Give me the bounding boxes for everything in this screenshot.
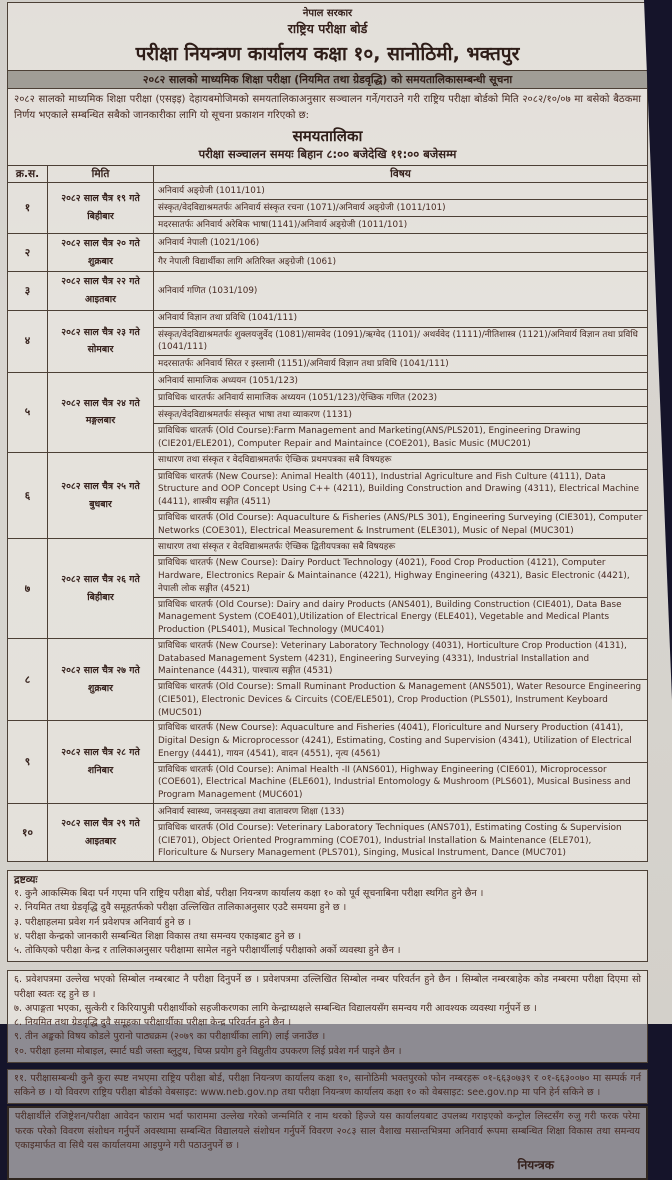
serial-number: ७ [8, 539, 48, 638]
exam-date-cell [48, 453, 154, 539]
subject-entry: प्राविधिक धारतर्फ (New Course): Animal Health (4011), Industrial Agriculture and Fish Culture (4111), Data Structure and OOP Concept Using C++ (4211), Building Construction and Drawing (4311), Electrical Machine (4411), शास्त्रीय सङ्गीत (4511) [154, 470, 647, 511]
exam-date: २०८२ साल चैत्र २६ गते [61, 573, 140, 585]
subjects-cell [154, 539, 647, 638]
subjects-cell [154, 311, 647, 373]
exam-date: २०८२ साल चैत्र २० गते [61, 238, 140, 249]
table-row [8, 721, 647, 804]
exam-date-cell [48, 234, 154, 271]
notes-title: द्रष्टव्यः [14, 874, 38, 887]
note-item: ९. तीन अङ्कको विषय कोडले पुरानो पाठ्यक्रम (२०७९ का परीक्षार्थीका लागि) लाई जनाउँछ । [14, 1031, 326, 1043]
subject-entry: गैर नेपाली विद्यार्थीका लागि अतिरिक्त अङ्ग्रेजी (1061) [158, 256, 337, 267]
subject-entry: संस्कृत/वेदविद्याश्रमतर्फः संस्कृत भाषा तथा व्याकरण (1131) [154, 407, 647, 424]
exam-weekday: आइतबार [85, 293, 116, 305]
notes-list-1 [14, 887, 641, 958]
serial-number: २ [8, 234, 48, 271]
exam-date-cell [48, 639, 154, 721]
exam-date-cell [48, 721, 154, 803]
exam-weekday: आइतबार [85, 835, 116, 847]
exam-date: २०८२ साल चैत्र २९ गते [61, 817, 140, 829]
subject-entry: साधारण तथा संस्कृत र वेदविद्याश्रमतर्फः ऐच्छिक द्वितीयपत्रका सबै विषयहरू [154, 539, 647, 556]
subjects-cell [154, 272, 647, 309]
table-row [8, 453, 647, 540]
note-item: ३. परीक्षाहलमा प्रवेश गर्न प्रवेशपत्र अनिवार्य हुने छ । [14, 916, 192, 928]
table-row [8, 183, 647, 234]
subject-entry: प्राविधिक धारतर्फ (New Course): Veterinary Laboratory Technology (4031), Horticulture Crop Production (4131), Databased Management System (4231), Engineering Surveying (4331), Industrial Installation and Maintenance (4431), पाश्चात्य सङ्गीत (4531) [154, 639, 647, 680]
col-header-date: मिति [48, 166, 154, 182]
note-item: ७. अपाङ्गता भएका, सुत्केरी र किरियापुत्री परीक्षार्थीको सहजीकरणका लागि केन्द्राध्यक्षले सम्बन्धित विद्यालयसँग समन्वय गरी आवश्यक व्यवस्था गर्नुपर्ने छ । [14, 1002, 537, 1014]
note-item: ११. परीक्षासम्बन्धी कुनै कुरा स्पष्ट नभएमा राष्ट्रिय परीक्षा बोर्ड, परीक्षा नियन्त्रण कार्यालय कक्षा १०, सानोठिमी भक्तपुरको फोन नम्बरहरू ०१-६६३०७३९ र ०१-६६३००७० मा सम्पर्क गर्न सकिने छ । यो विवरण राष्ट्रिय परीक्षा बोर्डको वेबसाइट: www.neb.gov.np तथा परीक्षा नियन्त्रण कार्यालय कक्षा १० को वेबसाइट: see.gov.np मा पनि हेर्न सकिने छ । [14, 1072, 641, 1099]
schedule-title: समयतालिका [292, 127, 363, 145]
subject-entry: अनिवार्य सामाजिक अध्ययन (1051/123) [154, 373, 647, 390]
notes-box-2 [7, 970, 648, 1063]
subject-entry: साधारण तथा संस्कृत र वेदविद्याश्रमतर्फः ऐच्छिक प्रथमपत्रका सबै विषयहरू [154, 453, 647, 470]
subject-entry: प्राविधिक धारतर्फ (New Course): Aquaculture and Fisheries (4041), Floriculture and Nursery Production (4141), Digital Design & Microprocessor (4241), Estimating, Costing and Supervision (4341), Utilization of Electrical Energy (4441), गायन (4541), वादन (4551), नृत्य (4561) [154, 721, 647, 762]
subjects-cell [154, 639, 647, 721]
exam-weekday: शुक्रबार [88, 255, 113, 267]
exam-date-cell [48, 183, 154, 233]
signature-controller: नियन्त्रक [517, 1158, 554, 1173]
subject-entry: प्राविधिक धारतर्फ (Old Course): Small Ruminant Production & Management (ANS501), Water Resource Engineering (CIE501), Electronic Devices & Circuits (COE/ELE501), Crop Production (PLS501), Instrument Keyboard (MUC501) [158, 682, 642, 718]
government-title: नेपाल सरकार [302, 8, 353, 19]
subject-entry: संस्कृत/वेदविद्याश्रमतर्फः अनिवार्य संस्कृत रचना (1071)/अनिवार्य अङ्ग्रेजी (1011/101) [154, 200, 647, 217]
subjects-cell [154, 183, 647, 233]
serial-number: १ [8, 183, 48, 233]
exam-date: २०८२ साल चैत्र २८ गते [61, 747, 140, 759]
subject-entry: मदरसातर्फः अनिवार्य अरेबिक भाषा(1141)/अनिवार्य अङ्ग्रेजी (1011/101) [158, 219, 408, 230]
subject-entry: मदरसातर्फः अनिवार्य सिरत र इस्लामी (1151)/अनिवार्य विज्ञान तथा प्रविधि (1041/111) [158, 358, 449, 369]
table-body [8, 183, 647, 861]
exam-time-line: परीक्षा सञ्चालन समयः बिहान ८:०० बजेदेखि ११:०० बजेसम्म [198, 147, 457, 161]
subject-entry: प्राविधिक धारतर्फः अनिवार्य सामाजिक अध्ययन (1051/123)/ऐच्छिक गणित (2023) [154, 390, 647, 407]
note-item: ६. प्रवेशपत्रमा उल्लेख भएको सिम्बोल नम्बरबाट नै परीक्षा दिनुपर्ने छ । प्रवेशपत्रमा उल्लिखित सिम्बोल नम्बर परिवर्तन हुने छैन । सिम्बोल नम्बरबाहेक कोड नम्बरमा परीक्षा दिएमा सो परीक्षा स्वतः रद्द हुने छ । [14, 974, 641, 1000]
subject-entry: प्राविधिक धारतर्फ (Old Course):Farm Management and Marketing(ANS/PLS201), Engineering Drawing (CIE201/ELE201), Computer Repair and Maintaince (COE201), Basic Music (MUC201) [158, 426, 581, 449]
table-row [8, 272, 647, 310]
exam-weekday: शनिबार [87, 765, 114, 777]
subject-entry: प्राविधिक धारतर्फ (New Course): Dairy Porduct Technology (4021), Food Crop Production (4121), Computer Hardware, Electronics Repair & Maintainance (4221), Highway Engineering (4321), Basic Electronic (4421), नेपाली लोक सङ्गीत (4521) [154, 556, 647, 597]
serial-number: ४ [8, 311, 48, 373]
table-row [8, 373, 647, 453]
exam-weekday: बुधबार [89, 498, 112, 510]
serial-number: ६ [8, 453, 48, 539]
notes-list-2 [14, 973, 641, 1059]
table-row [8, 234, 647, 272]
exam-date: २०८२ साल चैत्र २४ गते [61, 397, 140, 409]
exam-date-cell [48, 373, 154, 452]
document-content [7, 2, 648, 1180]
exam-weekday: शुक्रबार [88, 682, 113, 694]
serial-number: ९ [8, 721, 48, 803]
subject-entry: संस्कृत/वेदविद्याश्रमतर्फः शुक्लयजुर्वेद (1081)/सामवेद (1091)/ऋग्वेद (1101)/ अथर्ववेद (1111)/नीतिशास्त्र (1121)/अनिवार्य विज्ञान तथा प्रविधि (1041/111) [154, 328, 647, 357]
table-row [8, 311, 647, 374]
closing-paragraph: परीक्षार्थीले रजिष्ट्रेशन/परीक्षा आवेदन फाराम भर्दा फाराममा उल्लेख गरेको जन्ममिति र नाम थरको हिज्जे यस कार्यालयबाट उपलब्ध गराइएको कन्ट्रोल लिस्टसँग रुजु गरी फरक परेमा फरक परेको विवरण संशोधन गर्नुपर्ने अवस्थामा सम्बन्धित विद्यालयले संशोधन गर्नुपर्ने विवरण २०८३ साल वैशाख मसान्तभित्रमा अनिवार्य रूपमा सम्बन्धित शिक्षा विकास तथा समन्वय एकाइमार्फत वा सिधै यस कार्यालयमा आइपुग्ने गरी पठाउनुपर्ने छ । [15, 1111, 640, 1151]
intro-paragraph: २०८२ सालको माध्यमिक शिक्षा परीक्षा (एसइइ) देहायबमोजिमको समयतालिकाअनुसार सञ्चालन गर्ने/गराउने गरी राष्ट्रिय परीक्षा बोर्डको मिति २०८२/१०/०७ मा बसेको बैठकमा निर्णय भएकाले सम्बन्धित सबैको जानकारीका लागि यो सूचना प्रकाशन गरिएको छ: [14, 94, 641, 121]
col-header-serial: क्र.स. [8, 166, 48, 182]
exam-date: २०८२ साल चैत्र २२ गते [61, 276, 140, 288]
exam-weekday: मङ्गलबार [85, 415, 116, 427]
closing-box [7, 1106, 648, 1180]
subject-entry: अनिवार्य गणित (1031/109) [158, 285, 258, 296]
note-item: ४. परीक्षा केन्द्रको जानकारी सम्बन्धित शिक्षा विकास तथा समन्वय एकाइबाट हुने छ । [14, 930, 302, 942]
table-row [8, 804, 647, 861]
subjects-cell [154, 453, 647, 539]
col-header-subject: विषय [390, 168, 411, 180]
subject-entry: अनिवार्य स्वास्थ्य, जनसङ्ख्या तथा वातावरण शिक्षा (133) [154, 804, 647, 821]
notice-main-box [7, 2, 648, 862]
exam-weekday: बिहीबार [87, 211, 114, 222]
note-item: ५. तोकिएको परीक्षा केन्द्र र तालिकाअनुसार परीक्षामा सामेल नहुने परीक्षार्थीलाई परीक्षाको अर्को व्यवस्था हुने छैन । [14, 945, 401, 957]
exam-date: २०८२ साल चैत्र १९ गते [61, 193, 140, 205]
exam-date-cell [48, 804, 154, 861]
note-item: २. नियमित तथा ग्रेडवृद्धि दुवै समूहतर्फको परीक्षा उल्लिखित तालिकाअनुसार एउटै समयमा हुने छ । [14, 902, 347, 914]
note-item: ८. नियमित तथा ग्रेडवृद्धि दुवै समूहका परीक्षार्थीका परीक्षा केन्द्र परिवर्तन हुने छैन । [14, 1017, 292, 1029]
office-title: परीक्षा नियन्त्रण कार्यालय कक्षा १०, सानोठिमी, भक्तपुर [135, 43, 520, 65]
notice-subtitle-band: २०८२ सालको माध्यमिक शिक्षा परीक्षा (नियमित तथा ग्रेडवृद्धि) को समयतालिकासम्बन्धी सूचना [8, 70, 647, 89]
exam-date-cell [48, 539, 154, 638]
note-11-box [7, 1069, 648, 1105]
table-row [8, 539, 647, 639]
table-header-row [8, 166, 647, 183]
subjects-cell [154, 804, 647, 861]
subject-entry: प्राविधिक धारतर्फ (Old Course): Aquaculture & Fisheries (ANS/PLS 301), Engineering Surveying (CIE301), Computer Networks (COE301), Electrical Measurement & Instrument (ELE301), Music of Nepal (MUC301) [158, 512, 643, 536]
subjects-cell [154, 721, 647, 803]
subject-entry: प्राविधिक धारतर्फ (Old Course): Dairy and dairy Products (ANS401), Building Construction (CIE401), Data Base Management System (COE401),Utilization of Electrical Energy (ELE401), Vegetable and Medical Plants Production (PLS401), Musical Technology (MUC401) [158, 599, 622, 636]
note-item: १०. परीक्षा हलमा मोबाइल, स्मार्ट घडी जस्ता ब्लुटुथ, चिप्स प्रयोग हुने विद्युतीय उपकरण लिई प्रवेश गर्न पाइने छैन । [14, 1045, 402, 1057]
subject-entry: प्राविधिक धारतर्फ (Old Course): Animal Health -II (ANS601), Highway Engineering (CIE601), Microprocessor (COE601), Electrical Machine (ELE601), Industrial Entomology & Mushroom (PLS601), Musical Business and Program Management (MUC601) [158, 764, 631, 801]
serial-number: ८ [8, 639, 48, 721]
serial-number: ३ [8, 272, 48, 309]
exam-date-cell [48, 311, 154, 373]
notes-box-1 [7, 870, 648, 962]
exam-weekday: बिहीबार [87, 591, 114, 603]
subjects-cell [154, 234, 647, 271]
schedule-table [8, 165, 647, 861]
exam-date: २०८२ साल चैत्र २५ गते [61, 480, 140, 492]
serial-number: ५ [8, 373, 48, 452]
exam-date: २०८२ साल चैत्र २७ गते [61, 664, 140, 676]
exam-date: २०८२ साल चैत्र २३ गते [61, 326, 140, 338]
serial-number: १० [8, 804, 48, 861]
exam-weekday: सोमबार [87, 344, 114, 356]
exam-date-cell [48, 272, 154, 309]
subject-entry: अनिवार्य विज्ञान तथा प्रविधि (1041/111) [154, 311, 647, 328]
table-row [8, 639, 647, 722]
subject-entry: प्राविधिक धारतर्फ (Old Course): Veterinary Laboratory Techniques (ANS701), Estimating Costing & Supervision (CIE701), Object Oriented Programming (COE701), Industrial Installation & Maintenance (ELE701), Floriculture & Nursery Management (PLS701), Singing, Musical Instrument, Dance (MUC701) [158, 822, 622, 859]
scan-background-corner [644, 0, 672, 700]
subject-entry: अनिवार्य नेपाली (1021/106) [154, 234, 647, 253]
board-title: राष्ट्रिय परीक्षा बोर्ड [287, 21, 368, 36]
subject-entry: अनिवार्य अङ्ग्रेजी (1011/101) [154, 183, 647, 200]
subjects-cell [154, 373, 647, 452]
note-item: १. कुनै आकस्मिक बिदा पर्न गएमा पनि राष्ट्रिय परीक्षा बोर्ड, परीक्षा नियन्त्रण कार्यालय कक्षा १० को पूर्व सूचनाबिना परीक्षा स्थगित हुने छैन । [14, 888, 484, 900]
